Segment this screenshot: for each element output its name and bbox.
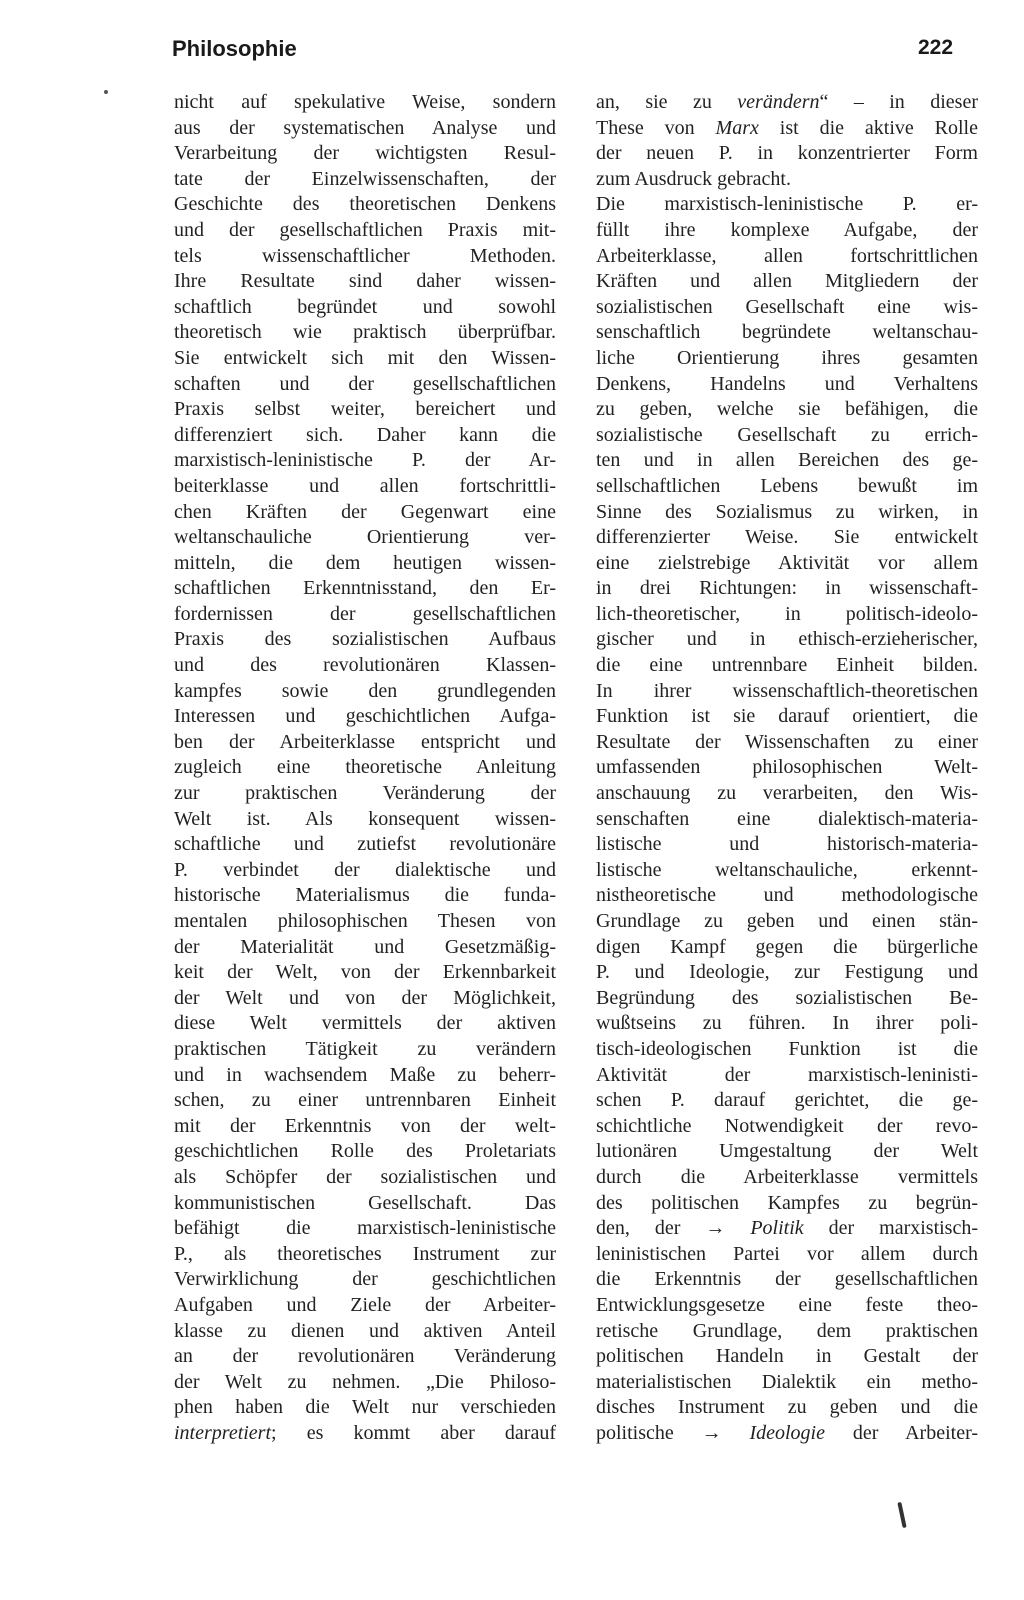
text-line: tisch-ideologischen Funktion ist die xyxy=(596,1037,978,1060)
text-line: Kräften und allen Mitgliedern der xyxy=(596,270,978,293)
text-line: Ihre Resultate sind daher wissen- xyxy=(174,270,556,293)
text-line: mitteln, die dem heutigen wissen- xyxy=(174,551,556,574)
text-segment: These von xyxy=(596,116,716,139)
italic-term: verändern xyxy=(737,91,820,113)
text-line: sozialistischen Gesellschaft eine wis- xyxy=(596,295,978,318)
text-line: schaften und der gesellschaftlichen xyxy=(174,372,556,395)
text-line: und des revolutionären Klassen- xyxy=(174,654,556,677)
text-line: theoretisch wie praktisch überprüfbar. xyxy=(174,321,556,344)
text-line: digen Kampf gegen die bürgerliche xyxy=(596,935,978,958)
text-line: schaftlich begründet und sowohl xyxy=(174,295,556,318)
text-line: an der revolutionären Veränderung xyxy=(174,1345,556,1368)
text-line: senschaftlich begründete weltanschau- xyxy=(596,321,978,344)
text-line: mentalen philosophischen Thesen von xyxy=(174,910,556,932)
text-line: fordernissen der gesellschaftlichen xyxy=(174,602,556,625)
text-line: schaftliche und zutiefst revolutionäre xyxy=(174,833,556,856)
text-segment: der marxistisch- xyxy=(803,1217,978,1240)
text-line: aus der systematischen Analyse und xyxy=(174,116,556,139)
text-line: disches Instrument zu geben und die xyxy=(596,1396,978,1419)
text-segment: der Arbeiter- xyxy=(824,1421,978,1444)
text-line: differenziert sich. Daher kann die xyxy=(174,423,556,446)
text-line: Grundlage zu geben und einen stän- xyxy=(596,910,978,932)
text-line: P., als theoretisches Instrument zur xyxy=(174,1242,556,1265)
text-line: ben der Arbeiterklasse entspricht und xyxy=(174,730,556,753)
print-speck xyxy=(104,90,108,94)
text-line: Geschichte des theoretischen Denkens xyxy=(174,193,556,216)
text-line: leninistischen Partei vor allem durch xyxy=(596,1242,978,1265)
text-line: Aktivität der marxistisch-leninisti- xyxy=(596,1063,978,1086)
text-segment: interpretiert xyxy=(174,1421,272,1444)
text-line: klasse zu dienen und aktiven Anteil xyxy=(174,1319,556,1342)
text-line: P. und Ideologie, zur Festigung und xyxy=(596,961,978,984)
text-line: in drei Richtungen: in wissenschaft- xyxy=(596,577,978,600)
text-line: eine zielstrebige Aktivität vor allem xyxy=(596,551,978,574)
text-line: geschichtlichen Rolle des Proletariats xyxy=(174,1140,556,1163)
text-line: Praxis selbst weiter, bereichert und xyxy=(174,398,556,421)
text-line: nistheoretische und methodologische xyxy=(596,884,978,907)
text-line: nicht auf spekulative Weise, sondern xyxy=(174,91,556,113)
text-line: Aufgaben und Ziele der Arbeiter- xyxy=(174,1293,556,1316)
text-line: Sie entwickelt sich mit den Wissen- xyxy=(174,346,556,369)
text-line: als Schöpfer der sozialistischen und xyxy=(174,1165,556,1188)
text-line: lutionären Umgestaltung der Welt xyxy=(596,1140,978,1163)
text-line: Verarbeitung der wichtigsten Resul- xyxy=(174,142,556,165)
text-line: sellschaftlichen Lebens bewußt im xyxy=(596,474,978,497)
text-line: keit der Welt, von der Erkennbarkeit xyxy=(174,961,556,984)
text-line: Denkens, Handelns und Verhaltens xyxy=(596,372,978,395)
text-line: gischer und in ethisch-erzieherischer, xyxy=(596,628,978,651)
text-line: P. verbindet der dialektische und xyxy=(174,858,556,881)
italic-term: Ideologie xyxy=(749,1421,825,1444)
italic-term: Politik xyxy=(750,1217,804,1240)
text-line xyxy=(596,116,978,142)
text-line: Begründung des sozialistischen Be- xyxy=(596,986,978,1009)
text-line: historische Materialismus die funda- xyxy=(174,884,556,907)
text-line: zum Ausdruck gebracht. xyxy=(596,167,791,190)
text-line: des politischen Kampfes zu begrün- xyxy=(596,1191,978,1214)
text-line: senschaften eine dialektisch-materia- xyxy=(596,807,978,830)
text-line: anschauung zu verarbeiten, den Wis- xyxy=(596,782,978,805)
text-line: füllt ihre komplexe Aufgabe, der xyxy=(596,218,978,241)
text-line: und in wachsendem Maße zu beherr- xyxy=(174,1063,556,1086)
text-line: listische weltanschauliche, erkennt- xyxy=(596,858,978,881)
text-line: Sinne des Sozialismus zu wirken, in xyxy=(596,500,978,523)
text-line: befähigt die marxistisch-leninistische xyxy=(174,1217,556,1240)
print-mark xyxy=(897,1502,906,1528)
text-line: der Welt und von der Möglichkeit, xyxy=(174,986,556,1009)
text-line: die Erkenntnis der gesellschaftlichen xyxy=(596,1268,978,1291)
text-line: retische Grundlage, dem praktischen xyxy=(596,1319,978,1342)
text-line: der Materialität und Gesetzmäßig- xyxy=(174,935,556,958)
text-line: In ihrer wissenschaftlich-theoretischen xyxy=(596,679,978,702)
text-line: weltanschauliche Orientierung ver- xyxy=(174,526,556,549)
text-line: chen Kräften der Gegenwart eine xyxy=(174,500,556,523)
text-line: Resultate der Wissenschaften zu einer xyxy=(596,730,978,753)
text-line: umfassenden philosophischen Welt- xyxy=(596,756,978,779)
text-line: Funktion ist sie darauf orientiert, die xyxy=(596,705,978,728)
text-line: kampfes sowie den grundlegenden xyxy=(174,679,556,702)
italic-term: ; es kommt aber darauf xyxy=(271,1421,556,1444)
text-line: liche Orientierung ihres gesamten xyxy=(596,346,978,369)
text-line xyxy=(596,1421,978,1447)
text-line: zu geben, welche sie befähigen, die xyxy=(596,398,978,421)
text-line xyxy=(174,1421,556,1447)
text-line: durch die Arbeiterklasse vermittels xyxy=(596,1165,978,1188)
text-segment: den, der → xyxy=(596,1217,751,1240)
text-line: Interessen und geschichtlichen Aufga- xyxy=(174,705,556,728)
text-line: mit der Erkenntnis von der welt- xyxy=(174,1114,556,1137)
text-line: und der gesellschaftlichen Praxis mit- xyxy=(174,218,556,241)
text-line: praktischen Tätigkeit zu verändern xyxy=(174,1037,556,1060)
text-line: zur praktischen Veränderung der xyxy=(174,782,556,805)
text-line: Praxis des sozialistischen Aufbaus xyxy=(174,628,556,651)
text-line: Arbeiterklasse, allen fortschrittlichen xyxy=(596,244,978,267)
text-line: materialistischen Dialektik ein metho- xyxy=(596,1370,978,1393)
text-line: kommunistischen Gesellschaft. Das xyxy=(174,1191,556,1214)
text-line: Verwirklichung der geschichtlichen xyxy=(174,1268,556,1291)
text-line: sozialistische Gesellschaft zu errich- xyxy=(596,423,978,446)
text-column-right xyxy=(596,90,978,1446)
text-line: Die marxistisch-leninistische P. er- xyxy=(596,193,978,216)
text-column-left xyxy=(174,90,556,1446)
text-line: ten und in allen Bereichen des ge- xyxy=(596,449,978,472)
text-segment: an, sie zu xyxy=(596,91,738,113)
text-segment: ist die aktive Rolle xyxy=(758,116,978,139)
text-line: der neuen P. in konzentrierter Form xyxy=(596,142,978,165)
text-line: diese Welt vermittels der aktiven xyxy=(174,1012,556,1035)
text-line: politischen Handeln in Gestalt der xyxy=(596,1345,978,1368)
running-header-title: Philosophie xyxy=(172,36,297,61)
text-line: zugleich eine theoretische Anleitung xyxy=(174,756,556,779)
text-line: marxistisch-leninistische P. der Ar- xyxy=(174,449,556,472)
text-line: phen haben die Welt nur verschieden xyxy=(174,1396,556,1419)
text-line: Entwicklungsgesetze eine feste theo- xyxy=(596,1293,978,1316)
text-segment: “ – in dieser xyxy=(819,91,978,113)
text-line: Welt ist. Als konsequent wissen- xyxy=(174,807,556,830)
italic-term: Marx xyxy=(715,116,759,139)
text-line: tels wissenschaftlicher Methoden. xyxy=(174,244,556,267)
text-line: beiterklasse und allen fortschrittli- xyxy=(174,474,556,497)
text-line: listische und historisch-materia- xyxy=(596,833,978,856)
text-line: differenzierter Weise. Sie entwickelt xyxy=(596,526,978,549)
page-number: 222 xyxy=(918,36,954,59)
text-line: wußtseins zu führen. In ihrer poli- xyxy=(596,1012,978,1035)
text-line: schichtliche Notwendigkeit der revo- xyxy=(596,1114,978,1137)
text-line: die eine untrennbare Einheit bilden. xyxy=(596,654,978,677)
text-line: schen, zu einer untrennbaren Einheit xyxy=(174,1089,556,1112)
text-line: tate der Einzelwissenschaften, der xyxy=(174,167,556,190)
text-line: lich-theoretischer, in politisch-ideolo- xyxy=(596,602,978,625)
text-line xyxy=(596,1216,978,1242)
text-line: schaftlichen Erkenntnisstand, den Er- xyxy=(174,577,556,600)
text-segment: politische → xyxy=(596,1421,750,1444)
text-line xyxy=(596,90,978,116)
text-line: der Welt zu nehmen. „Die Philoso- xyxy=(174,1370,556,1393)
text-line: schen P. darauf gerichtet, die ge- xyxy=(596,1089,978,1112)
